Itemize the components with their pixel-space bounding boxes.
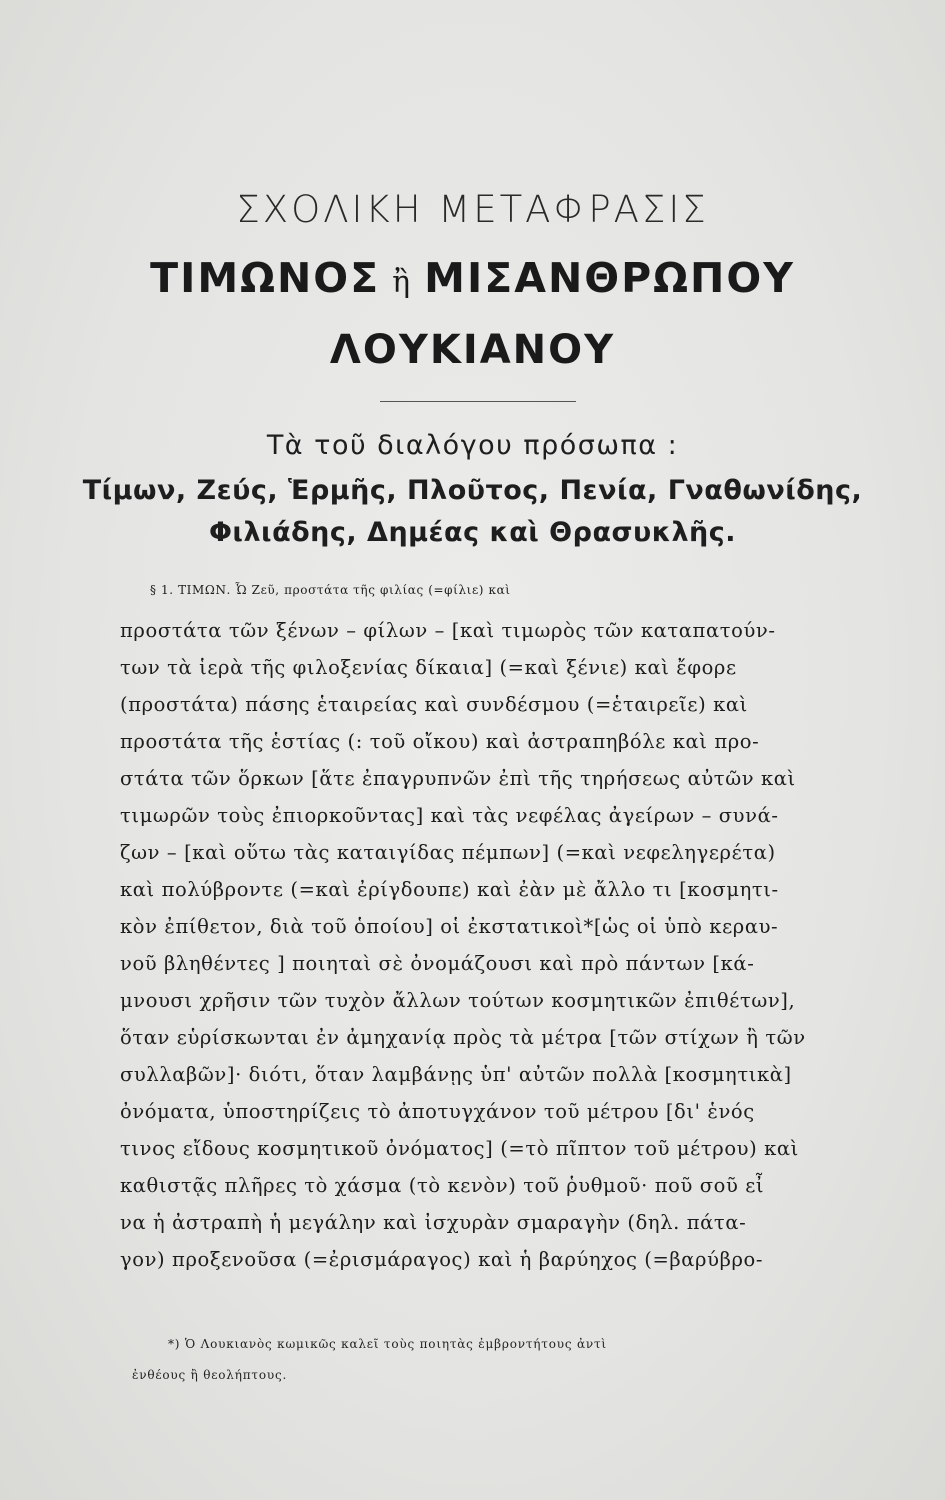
author-name: ΛΟΥΚΙΑΝΟΥ <box>329 327 616 373</box>
body-line-13: ὅταν εὑρίσκωνται ἐν ἀμηχανίᾳ πρὸς τὰ μέτρα [τῶν στίχων ἢ τῶν <box>120 1026 806 1049</box>
work-title-part2: ΜΙΣΑΝΘΡΩΠΟΥ <box>424 254 795 302</box>
dramatis-personae-heading: Τὰ τοῦ διαλόγου πρόσωπα : <box>266 430 679 461</box>
body-line-9: καὶ πολύβροντε (=καὶ ἐρίγδουπε) καὶ ἐὰν μὲ ἄλλο τι [κοσμητι- <box>120 878 779 901</box>
body-line-15: ὀνόματα, ὑποστηρίζεις τὸ ἀποτυγχάνον τοῦ μέτρου [δι' ἑνός <box>120 1100 755 1123</box>
body-line-19: γον) προξενοῦσα (=ἐρισμάραγος) καὶ ἡ βαρύηχος (=βαρύβρο- <box>120 1248 764 1271</box>
body-line-1: § 1. ΤΙΜΩΝ. Ὦ Ζεῦ, προστάτα τῆς φιλίας (=φίλιε) καὶ <box>150 583 511 597</box>
body-line-3: των τὰ ἱερὰ τῆς φιλοξενίας δίκαια] (=καὶ ξένιε) καὶ ἔφορε <box>120 656 737 679</box>
work-title-conjunction: ἢ <box>392 265 413 300</box>
body-line-11: νοῦ βληθέντες ] ποιηταὶ σὲ ὀνομάζουσι καὶ πρὸ πάντων [κά- <box>120 952 755 975</box>
body-line-6: στάτα τῶν ὅρκων [ἅτε ἐπαγρυπνῶν ἐπὶ τῆς τηρήσεως αὐτῶν καὶ <box>120 767 796 790</box>
body-line-14: συλλαβῶν]· διότι, ὅταν λαμβάνῃς ὑπ' αὐτῶν πολλὰ [κοσμητικὰ] <box>120 1063 792 1086</box>
dramatis-personae-line-2: Φιλιάδης, Δημέας καὶ Θρασυκλῆς. <box>208 517 737 548</box>
work-title <box>0 254 945 302</box>
body-line-5: προστάτα τῆς ἑστίας (: τοῦ οἴκου) καὶ ἀστραπηβόλε καὶ προ- <box>120 730 760 753</box>
translation-subtitle: ΣΧΟΛΙΚΗ ΜΕΤΑΦΡΑΣΙΣ <box>236 188 709 231</box>
footnote-line-1: *) Ὁ Λουκιανὸς κωμικῶς καλεῖ τοὺς ποιητὰς ἐμβροντήτους ἀντὶ <box>168 1337 607 1351</box>
work-title-part1: ΤΙΜΩΝΟΣ <box>150 254 381 302</box>
footnote-line-2: ἐνθέους ἢ θεολήπτους. <box>132 1368 288 1382</box>
body-line-2: προστάτα τῶν ξένων – φίλων – [καὶ τιμωρὸς τῶν καταπατούν- <box>120 619 776 642</box>
body-line-18: να ἡ ἀστραπὴ ἡ μεγάλην καὶ ἰσχυρὰν σμαραγὴν (δηλ. πάτα- <box>120 1211 747 1234</box>
body-line-10: κὸν ἐπίθετον, διὰ τοῦ ὁποίου] οἱ ἐκστατικοὶ*[ὡς οἱ ὑπὸ κεραυ- <box>120 915 779 938</box>
body-line-4: (προστάτα) πάσης ἑταιρείας καὶ συνδέσμου (=ἑταιρεῖε) καὶ <box>120 693 748 716</box>
body-line-17: καθιστᾷς πλῆρες τὸ χάσμα (τὸ κενὸν) τοῦ ῥυθμοῦ· ποῦ σοῦ εἶ <box>120 1174 765 1197</box>
body-line-16: τινος εἴδους κοσμητικοῦ ὀνόματος] (=τὸ πῖπτον τοῦ μέτρου) καὶ <box>120 1137 799 1160</box>
body-line-12: μνουσι χρῆσιν τῶν τυχὸν ἄλλων τούτων κοσμητικῶν ἐπιθέτων], <box>120 989 796 1012</box>
title-divider <box>380 401 576 402</box>
body-line-8: ζων – [καὶ οὕτω τὰς καταιγίδας πέμπων] (=καὶ νεφεληγερέτα) <box>120 841 776 864</box>
body-line-7: τιμωρῶν τοὺς ἐπιορκοῦντας] καὶ τὰς νεφέλας ἀγείρων – συνά- <box>120 804 779 827</box>
dramatis-personae-line-1: Τίμων, Ζεύς, Ἑρμῆς, Πλοῦτος, Πενία, Γναθωνίδης, <box>82 475 863 506</box>
